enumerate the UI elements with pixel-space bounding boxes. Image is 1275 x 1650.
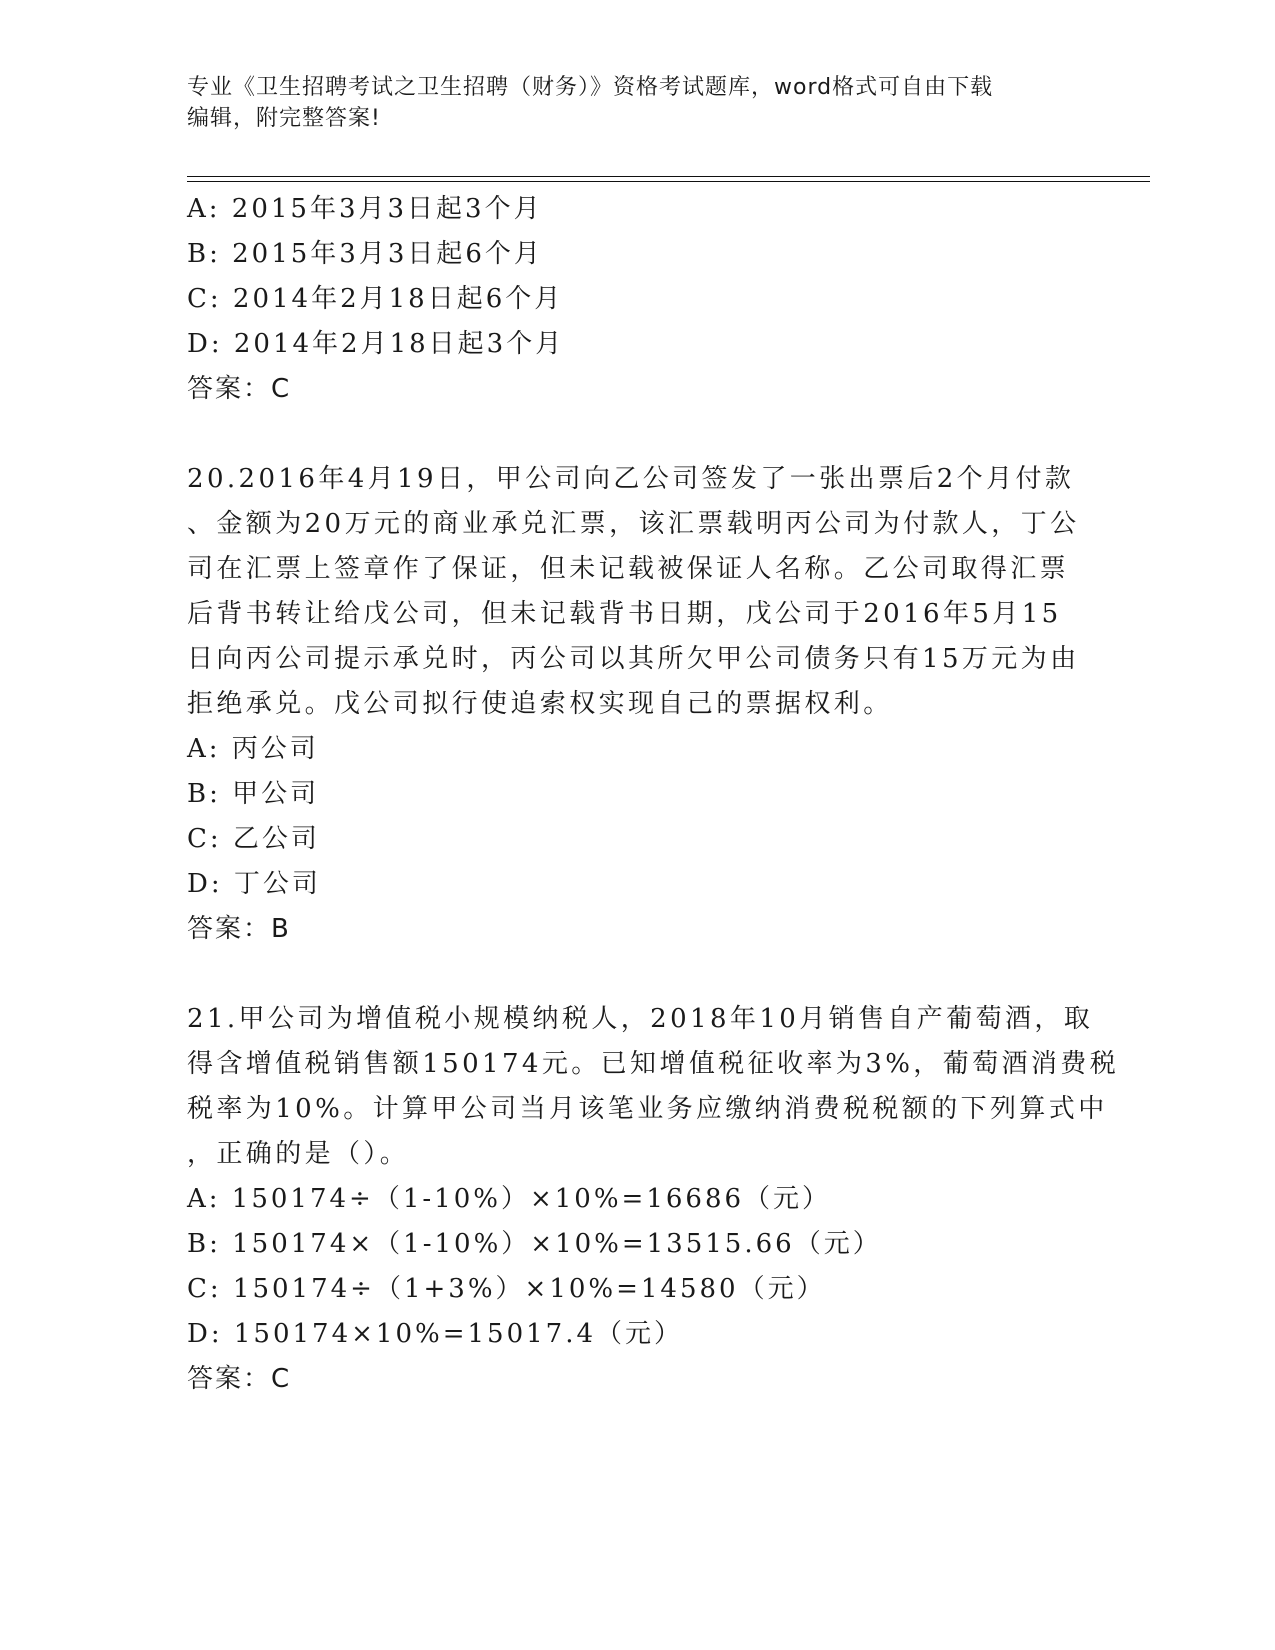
question-text-line: 司在汇票上签章作了保证，但未记载被保证人名称。乙公司取得汇票 — [187, 554, 1070, 584]
question-text-line: 后背书转让给戊公司，但未记载背书日期，戊公司于2016年5月15 — [187, 599, 1062, 629]
option-b: B: 150174×（1-10%）×10%=13515.66（元） — [187, 1229, 882, 1259]
answer: 答案：C — [187, 374, 292, 404]
header-divider-bottom — [187, 181, 1150, 182]
option-d: D: 2014年2月18日起3个月 — [187, 329, 565, 359]
option-c: C: 2014年2月18日起6个月 — [187, 284, 564, 314]
option-a: A: 2015年3月3日起3个月 — [187, 194, 543, 224]
option-c: C: 乙公司 — [187, 824, 320, 854]
question-text-line: 得含增值税销售额150174元。已知增值税征收率为3%，葡萄酒消费税 — [187, 1049, 1120, 1079]
question-text-line: 20.2016年4月19日，甲公司向乙公司签发了一张出票后2个月付款 — [187, 464, 1075, 494]
answer: 答案：C — [187, 1364, 292, 1394]
question-19 — [187, 187, 1087, 412]
spacer — [187, 952, 1087, 997]
option-b: B: 2015年3月3日起6个月 — [187, 239, 543, 269]
spacer — [187, 412, 1087, 457]
option-d: D: 150174×10%=15017.4（元） — [187, 1319, 683, 1349]
question-text-line: 日向丙公司提示承兑时，丙公司以其所欠甲公司债务只有15万元为由 — [187, 644, 1080, 674]
option-b: B: 甲公司 — [187, 779, 320, 809]
answer: 答案：B — [187, 914, 291, 944]
question-text-line: ，正确的是（）。 — [187, 1139, 410, 1169]
option-a: A: 150174÷（1-10%）×10%=16686（元） — [187, 1184, 832, 1214]
question-text-line: 拒绝承兑。戊公司拟行使追索权实现自己的票据权利。 — [187, 689, 893, 719]
option-a: A: 丙公司 — [187, 734, 319, 764]
header-line-2: 编辑，附完整答案! — [187, 106, 381, 131]
header-line-1: 专业《卫生招聘考试之卫生招聘（财务）》资格考试题库，word格式可自由下载 — [187, 75, 994, 100]
question-21 — [187, 997, 1120, 1402]
page-header — [187, 72, 1067, 134]
option-d: D: 丁公司 — [187, 869, 321, 899]
question-text-line: 税率为10%。计算甲公司当月该笔业务应缴纳消费税税额的下列算式中 — [187, 1094, 1108, 1124]
header-divider-top — [187, 176, 1150, 177]
question-text-line: 、金额为20万元的商业承兑汇票，该汇票载明丙公司为付款人，丁公 — [187, 509, 1080, 539]
question-20 — [187, 457, 1087, 952]
document-body — [187, 187, 1120, 1402]
question-text-line: 21.甲公司为增值税小规模纳税人，2018年10月销售自产葡萄酒，取 — [187, 1004, 1094, 1034]
option-c: C: 150174÷（1+3%）×10%=14580（元） — [187, 1274, 826, 1304]
